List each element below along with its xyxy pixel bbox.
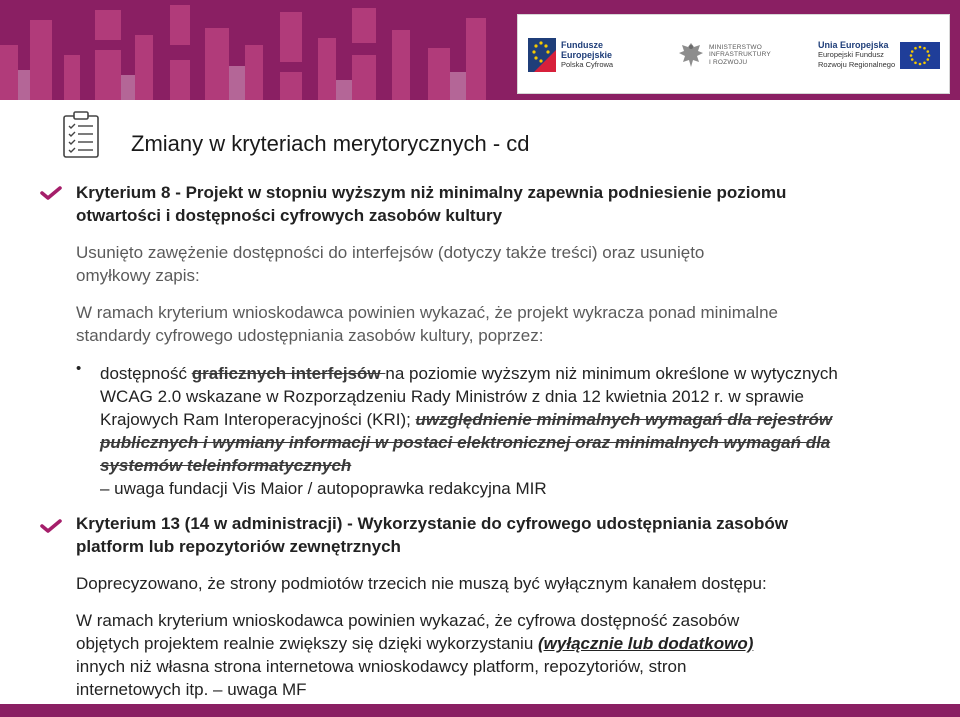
ue-line3: Rozwoju Regionalnego: [818, 60, 896, 69]
header-band: [0, 0, 960, 100]
criterion-8-change-note: [76, 241, 704, 287]
c13-emphasis-text: (wyłącznie lub dodatkowo): [538, 634, 754, 653]
criterion-8-heading-line1: Kryterium 8 - Projekt w stopniu wyższym niż minimalny zapewnia podniesienie poziomu: [76, 183, 787, 202]
criterion-13-description: [76, 609, 753, 701]
criterion-8-heading: [76, 181, 786, 227]
min-line2: INFRASTRUKTURY: [709, 51, 771, 59]
logo-panel: [517, 14, 950, 94]
unia-europejska-logo: [818, 15, 940, 95]
bullet-text-a: dostępność: [100, 364, 192, 383]
criterion-13-change-note: Doprecyzowano, że strony podmiotów trzecich nie muszą być wyłącznym kanałem dostępu:: [76, 574, 767, 593]
c13-description-line3: innych niż własna strona internetowa wnioskodawcy platform, repozytoriów, stron: [76, 657, 687, 676]
description-line2: standardy cyfrowego udostępniania zasobów kultury, poprzez:: [76, 326, 544, 345]
bullet-struck-text-b: graficznych interfejsów: [191, 364, 386, 383]
criterion-13-heading-line2: platform lub repozytoriów zewnętrznych: [76, 537, 401, 556]
fe-line1: Fundusze: [561, 40, 603, 50]
change-note-line1: Usunięto zawężenie dostępności do interfejsów (dotyczy także treści) oraz usunięto: [76, 243, 705, 262]
decorative-blocks: [0, 0, 520, 100]
bullet-struck-text-d: uwzględnienie minimalnych wymagań dla rejestrów publicznych i wymiany informacji w postaci elektronicznej oraz minimalnych wymagań dla systemów teleinformatycznych: [100, 410, 833, 475]
criterion-13-heading-line1: Kryterium 13 (14 w administracji) - Wykorzystanie do cyfrowego udostępniania zasobów: [76, 514, 788, 533]
fe-line3: Polska Cyfrowa: [561, 60, 614, 69]
c13-description-line2: [76, 632, 753, 655]
c13-description-line2a: objętych projektem realnie zwiększy się dzięki wykorzystaniu: [76, 634, 539, 653]
min-line1: MINISTERSTWO: [709, 43, 762, 51]
criterion-8-description: [76, 301, 778, 347]
criterion-8-bullet: [100, 362, 880, 500]
bullet-text-c: na poziomie wyższym niż minimum określone w wytycznych WCAG 2.0 wskazane w Rozporządzeniu Rady Ministrów z dnia 12 kwietnia 2012 r. w sprawie Krajowych Ram Interoperacyjności (KRI);: [100, 364, 838, 429]
ministerstwo-logo: [678, 15, 771, 95]
min-line3: I ROZWOJU: [709, 58, 748, 66]
fe-star-icon: [528, 38, 556, 72]
ue-line2: Europejski Fundusz: [818, 50, 884, 59]
ue-line1: Unia Europejska: [818, 40, 889, 50]
bullet-text-e: – uwaga fundacji Vis Maior / autopoprawka redakcyjna MIR: [100, 479, 547, 498]
clipboard-checklist-icon: [62, 111, 100, 159]
description-line1: W ramach kryterium wnioskodawca powinien wykazać, że projekt wykracza ponad minimalne: [76, 303, 778, 322]
checkmark-icon: [40, 519, 62, 533]
change-note-line2: omyłkowy zapis:: [76, 266, 200, 285]
fundusze-europejskie-logo: [528, 15, 613, 95]
bullet-marker: •: [76, 360, 82, 377]
criterion-8-heading-line2: otwartości i dostępności cyfrowych zasobów kultury: [76, 206, 503, 225]
eu-flag-icon: [900, 42, 940, 69]
page-title: Zmiany w kryteriach merytorycznych - cd: [131, 131, 530, 156]
c13-description-line1: W ramach kryterium wnioskodawca powinien wykazać, że cyfrowa dostępność zasobów: [76, 611, 740, 630]
fe-line2: Europejskie: [561, 50, 613, 60]
checkmark-icon: [40, 186, 62, 200]
eagle-emblem-icon: [678, 40, 704, 70]
c13-description-line4: internetowych itp. – uwaga MF: [76, 680, 307, 699]
criterion-13-heading: [76, 512, 788, 558]
footer-band: [0, 704, 960, 717]
